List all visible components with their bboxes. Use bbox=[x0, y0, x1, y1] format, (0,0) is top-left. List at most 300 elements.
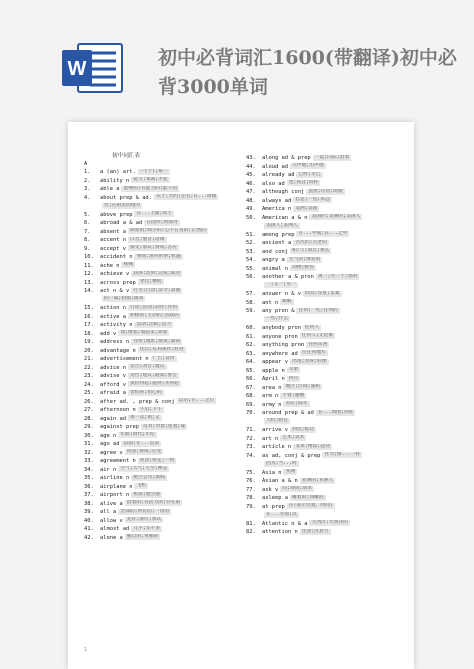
entry-number: 73. bbox=[246, 444, 256, 450]
entry-translation: 广告;宣传 bbox=[152, 355, 175, 361]
entry-number: 56. bbox=[246, 274, 256, 280]
entry-translation: 手臂;胳膊 bbox=[282, 392, 305, 398]
entry-word: April n bbox=[262, 376, 285, 382]
word-entry bbox=[246, 418, 408, 427]
entry-translation: 也;而且;同样 bbox=[288, 180, 319, 185]
entry-number: 25. bbox=[84, 390, 94, 396]
word-entry bbox=[84, 525, 246, 534]
entry-translation: 四月 bbox=[288, 375, 299, 381]
word-entry bbox=[84, 457, 246, 466]
entry-word: about prep & ad. bbox=[100, 194, 152, 201]
entry-number: 7. bbox=[84, 228, 91, 235]
entry-translation: 任何;一些;任何的 bbox=[298, 307, 338, 313]
entry-translation: 亚洲 bbox=[285, 469, 296, 474]
entry-translation: 一(个);每一 bbox=[139, 168, 168, 174]
entry-number: 8. bbox=[84, 237, 91, 243]
entry-translation: 再一;另一个;别的 bbox=[317, 273, 358, 279]
entry-word: army n bbox=[262, 401, 282, 408]
entry-number: 20. bbox=[84, 347, 94, 354]
word-entry bbox=[246, 188, 408, 197]
entry-word: always ad bbox=[262, 197, 292, 204]
entry-word: activity n bbox=[100, 322, 133, 328]
entry-number: 40. bbox=[84, 517, 94, 524]
entry-translation: 午后;下午 bbox=[139, 406, 162, 412]
entry-number: 35. bbox=[84, 475, 94, 481]
entry-translation: 因为;当...时 bbox=[266, 460, 297, 466]
entry-translation: 住址;地址;演说;演讲 bbox=[133, 338, 181, 344]
word-entry bbox=[246, 214, 408, 223]
entry-translation: 同意;协定;一致 bbox=[139, 457, 175, 463]
entry-translation: 独自的;单独的 bbox=[126, 534, 159, 539]
entry-translation: 能力;本领;才能 bbox=[133, 177, 168, 182]
entry-word: address n bbox=[100, 339, 130, 345]
entry-word: alive a bbox=[100, 500, 123, 507]
entry-translation: 在...周围;到处 bbox=[317, 409, 354, 415]
entry-word: anywhere ad bbox=[262, 350, 298, 357]
word-entry bbox=[84, 415, 246, 424]
entry-number: 21. bbox=[84, 356, 94, 362]
word-entry bbox=[84, 440, 246, 449]
entry-number: 44. bbox=[246, 163, 256, 170]
entry-word: able a bbox=[100, 186, 120, 192]
entry-word: almost ad bbox=[100, 526, 130, 532]
entry-number: 30. bbox=[84, 432, 94, 439]
entry-word: accent n bbox=[100, 237, 126, 243]
right-word-list bbox=[246, 154, 408, 537]
entry-word: as ad, conj & prep bbox=[262, 452, 321, 459]
word-entry bbox=[84, 202, 246, 211]
entry-translation: 和;与;而且;那么 bbox=[291, 248, 330, 253]
entry-word: among prep bbox=[262, 231, 295, 238]
entry-word: ability n bbox=[100, 177, 130, 184]
entry-number: 58. bbox=[246, 299, 256, 306]
entry-translation: 处;在附近的地方 bbox=[104, 202, 141, 208]
entry-number: 39. bbox=[84, 509, 94, 515]
entry-number: 60. bbox=[246, 325, 256, 331]
entry-number: 12. bbox=[84, 271, 94, 277]
entry-translation: 美国的;美洲的;美国人 bbox=[311, 214, 361, 219]
word-entry bbox=[84, 245, 246, 254]
entry-translation: 任何人 bbox=[304, 324, 320, 330]
word-entry bbox=[84, 355, 246, 364]
word-entry bbox=[246, 316, 408, 325]
entry-translation: 口音;重音;语调 bbox=[129, 236, 165, 242]
entry-translation: 在(表示位置、时间) bbox=[288, 503, 333, 508]
word-entry bbox=[246, 367, 408, 376]
entry-word: advertisement n bbox=[100, 356, 149, 362]
word-entry bbox=[84, 253, 246, 262]
entry-word: already ad bbox=[262, 172, 295, 178]
word-entry bbox=[246, 163, 408, 172]
entry-number: 52. bbox=[246, 240, 256, 246]
entry-number: 34. bbox=[84, 466, 94, 473]
entry-translation: 美洲;美国 bbox=[295, 205, 318, 211]
entry-translation: 接受;承认;赞成;答应 bbox=[129, 245, 178, 250]
entry-translation: 艺术;美术 bbox=[282, 435, 305, 440]
word-entry bbox=[84, 236, 246, 245]
word-entry bbox=[246, 256, 408, 265]
entry-word: American a & n bbox=[262, 214, 308, 221]
entry-translation: 地区;区域;面积 bbox=[285, 384, 321, 389]
entry-word: anyone pron bbox=[262, 333, 298, 340]
word-entry bbox=[84, 219, 246, 228]
word-entry bbox=[246, 486, 408, 495]
entry-translation: 一;又一;另一 bbox=[266, 282, 296, 287]
entry-word: afraid a bbox=[100, 390, 126, 396]
entry-translation: 以后;在...之后 bbox=[178, 398, 215, 403]
word-entry bbox=[246, 282, 408, 291]
entry-translation: 活动;活跃;活力 bbox=[136, 321, 172, 327]
entry-number: 72. bbox=[246, 435, 256, 442]
entry-word: age n bbox=[100, 432, 117, 439]
word-entry bbox=[246, 222, 408, 231]
entry-word: arrive v bbox=[262, 427, 288, 433]
word-entry bbox=[246, 358, 408, 367]
entry-translation: 军队;陆军 bbox=[285, 401, 308, 406]
word-entry bbox=[84, 372, 246, 381]
entry-translation: 任何东西 bbox=[308, 341, 328, 347]
entry-number: 48. bbox=[246, 197, 256, 204]
entry-word: although conj bbox=[262, 189, 305, 195]
entry-word: art n bbox=[262, 435, 279, 442]
word-entry bbox=[246, 511, 408, 520]
entry-translation: 再一次;再;又 bbox=[129, 415, 160, 420]
entry-number: 50. bbox=[246, 214, 256, 221]
entry-word: ask v bbox=[262, 486, 279, 493]
word-entry bbox=[84, 466, 246, 475]
entry-word: action n bbox=[100, 305, 126, 311]
entry-number: 79. bbox=[246, 503, 256, 510]
entry-translation: 文章;物品;冠词 bbox=[295, 443, 330, 449]
entry-word: advise v bbox=[100, 373, 126, 379]
entry-translation: 到达;抵达 bbox=[291, 426, 315, 432]
entry-word: at prep bbox=[262, 503, 285, 510]
word-entry bbox=[84, 517, 246, 526]
entry-word: angry a bbox=[262, 257, 285, 263]
word-entry bbox=[84, 168, 246, 177]
entry-translation: 注意;注意力 bbox=[301, 528, 329, 534]
document-page bbox=[68, 122, 414, 669]
entry-number: 13. bbox=[84, 279, 94, 286]
entry-number: 45. bbox=[246, 172, 256, 178]
word-entry bbox=[246, 392, 408, 401]
word-entry bbox=[84, 423, 246, 432]
entry-word: act n & v bbox=[100, 288, 130, 294]
entry-number: 65. bbox=[246, 367, 256, 374]
word-entry bbox=[246, 401, 408, 410]
word-entry bbox=[84, 534, 246, 543]
entry-word: ancient a bbox=[262, 240, 292, 246]
entry-word: anything pron bbox=[262, 342, 305, 348]
entry-word: along ad & prep bbox=[262, 155, 311, 161]
word-entry bbox=[84, 381, 246, 390]
entry-number: 10. bbox=[84, 254, 94, 260]
entry-word: aloud ad bbox=[262, 163, 288, 170]
entry-word: air n bbox=[100, 466, 117, 473]
entry-translation: 同意;赞成;应允 bbox=[126, 449, 162, 454]
entry-number: 31. bbox=[84, 441, 94, 447]
entry-translation: 空气;大气;天空;神态 bbox=[120, 466, 168, 471]
entry-number: 22. bbox=[84, 364, 94, 371]
page-number: 1 bbox=[84, 647, 88, 653]
entry-translation: 动物;野兽 bbox=[291, 265, 315, 270]
entry-translation: 美国人;美洲人 bbox=[266, 222, 298, 228]
entry-translation: 生气的;愤怒的 bbox=[288, 256, 321, 262]
entry-number: 37. bbox=[84, 492, 94, 498]
entry-word: Atlantic n & a bbox=[262, 520, 308, 527]
entry-number: 16. bbox=[84, 313, 94, 320]
word-entry bbox=[246, 290, 408, 299]
word-entry bbox=[246, 435, 408, 444]
word-entry bbox=[84, 500, 246, 509]
word-entry bbox=[84, 313, 246, 322]
entry-number: 82. bbox=[246, 529, 256, 535]
word-entry bbox=[246, 384, 408, 393]
vocab-heading: 初中词汇表 bbox=[112, 153, 140, 159]
entry-word: anybody pron bbox=[262, 325, 301, 331]
entry-number: 51. bbox=[246, 231, 256, 238]
word-entry bbox=[84, 347, 246, 356]
entry-number: 42. bbox=[84, 534, 94, 541]
entry-translation: 虽然;尽管;即使 bbox=[308, 188, 343, 194]
entry-translation: 反对;对着;逆着;靠 bbox=[142, 423, 186, 429]
entry-translation: 一些;什么 bbox=[266, 316, 289, 321]
entry-translation: 负担得起;提供;买得起 bbox=[129, 381, 179, 386]
section-letter: A bbox=[84, 161, 88, 167]
word-entry bbox=[246, 409, 408, 418]
word-entry bbox=[84, 449, 246, 458]
entry-word: another a & pron bbox=[262, 274, 314, 280]
word-entry bbox=[246, 299, 408, 308]
entry-translation: 睡着的;熟睡的 bbox=[291, 494, 324, 500]
entry-word: afternoon n bbox=[100, 407, 136, 413]
entry-translation: 优点;有利条件;好处 bbox=[139, 347, 184, 352]
entry-word: Asia n bbox=[262, 469, 282, 476]
entry-translation: 一起;向前;沿着 bbox=[314, 154, 350, 160]
word-entry bbox=[246, 205, 408, 214]
entry-translation: 在...方面;以 bbox=[266, 511, 297, 517]
entry-word: airplane n bbox=[100, 483, 133, 490]
entry-word: agree v bbox=[100, 449, 123, 456]
word-entry bbox=[84, 483, 246, 492]
word-entry bbox=[246, 180, 408, 189]
word-entry bbox=[246, 324, 408, 333]
entry-translation: 大西洋;大西洋的 bbox=[311, 520, 348, 525]
entry-word: and conj bbox=[262, 248, 288, 255]
entry-translation: 亚洲的;亚洲人 bbox=[301, 477, 334, 483]
entry-word: area n bbox=[262, 384, 282, 391]
entry-word: arm n bbox=[262, 393, 279, 399]
entry-translation: 能够的;有能力的;能干的 bbox=[123, 185, 178, 191]
entry-translation: 全部的;所有的;一切的 bbox=[120, 508, 170, 514]
entry-number: 28. bbox=[84, 415, 94, 422]
entry-word: against prep bbox=[100, 424, 139, 430]
word-entry bbox=[84, 177, 246, 186]
word-entry bbox=[84, 296, 246, 305]
entry-number: 68. bbox=[246, 393, 256, 399]
entry-word: active a bbox=[100, 313, 126, 320]
entry-word: agreement n bbox=[100, 458, 136, 464]
entry-word: airline n bbox=[100, 475, 130, 481]
entry-translation: 在...上面;高于 bbox=[136, 211, 173, 216]
entry-number: 33. bbox=[84, 458, 94, 464]
word-entry bbox=[246, 350, 408, 359]
entry-word: alone a bbox=[100, 534, 123, 541]
entry-number: 76. bbox=[246, 478, 256, 484]
word-entry bbox=[246, 469, 408, 478]
entry-number: 78. bbox=[246, 495, 256, 501]
entry-number: 62. bbox=[246, 342, 256, 348]
entry-word: again ad bbox=[100, 415, 126, 422]
entry-word: asleep a bbox=[262, 495, 288, 501]
word-entry bbox=[246, 231, 408, 240]
entry-translation: 穿过;横跨 bbox=[139, 279, 162, 284]
word-entry bbox=[84, 321, 246, 330]
entry-translation: 缺席的;缺少的;心不在焉的;茫然的 bbox=[129, 228, 206, 233]
entry-word: around prep & ad bbox=[262, 410, 314, 416]
entry-number: 77. bbox=[246, 486, 256, 493]
entry-number: 38. bbox=[84, 500, 94, 507]
word-entry bbox=[246, 494, 408, 503]
entry-translation: 以前;在...以前 bbox=[123, 440, 160, 446]
entry-number: 17. bbox=[84, 322, 94, 328]
entry-word: attention n bbox=[262, 529, 298, 535]
entry-word: airport n bbox=[100, 492, 130, 498]
entry-word: across prep bbox=[100, 279, 136, 286]
entry-number: 1. bbox=[84, 169, 91, 175]
right-column bbox=[246, 154, 408, 537]
left-column bbox=[84, 152, 246, 542]
entry-translation: 行为;行动;法令;表演 bbox=[133, 287, 181, 293]
word-entry bbox=[246, 154, 408, 163]
entry-translation: 机场;航空港 bbox=[133, 491, 161, 497]
entry-number: 46. bbox=[246, 180, 256, 187]
entry-number: 11. bbox=[84, 262, 94, 269]
entry-translation: 在...中间;在...之中 bbox=[298, 231, 348, 236]
entry-word: Asian a & n bbox=[262, 478, 298, 484]
word-entry bbox=[246, 528, 408, 537]
entry-translation: 加;增加;加起来;添加 bbox=[120, 330, 168, 335]
entry-number: 26. bbox=[84, 398, 94, 405]
entry-translation: 行动;活动;动作;作用 bbox=[129, 304, 178, 310]
entry-translation: 活着的;有活力的;存在的 bbox=[126, 500, 181, 505]
entry-word: answer n & v bbox=[262, 291, 301, 297]
entry-translation: 的一幕;扮演;演戏 bbox=[104, 296, 144, 301]
word-entry bbox=[84, 389, 246, 398]
entry-translation: 航空公司;航线 bbox=[133, 474, 165, 480]
entry-word: also ad bbox=[262, 180, 285, 187]
entry-word: accept v bbox=[100, 245, 126, 252]
word-entry bbox=[84, 491, 246, 500]
word-entry bbox=[246, 265, 408, 274]
entry-translation: 忠告;劝告;建议 bbox=[129, 364, 165, 369]
word-entry bbox=[84, 262, 246, 271]
entry-number: 47. bbox=[246, 189, 256, 195]
entry-translation: 关于;大约;左右;在...周围 bbox=[155, 194, 217, 199]
entry-translation: 大声地;出声地 bbox=[291, 163, 324, 168]
entry-translation: 飞机 bbox=[136, 483, 147, 488]
entry-number: 71. bbox=[246, 427, 256, 433]
word-entry bbox=[246, 443, 408, 452]
entry-word: accident n bbox=[100, 254, 133, 260]
entry-translation: 在任何地方 bbox=[301, 350, 326, 355]
entry-number: 69. bbox=[246, 401, 256, 408]
word-entry bbox=[84, 304, 246, 313]
entry-translation: 积极的;主动的;活跃的 bbox=[129, 313, 179, 318]
word-entry bbox=[84, 398, 246, 407]
entry-word: ago ad bbox=[100, 441, 120, 447]
entry-word: America n bbox=[262, 206, 292, 212]
entry-number: 53. bbox=[246, 248, 256, 255]
entry-word: abroad a & ad bbox=[100, 220, 143, 226]
word-entry bbox=[84, 406, 246, 415]
word-entry bbox=[246, 248, 408, 257]
entry-translation: 任何人;无论谁 bbox=[301, 333, 334, 338]
entry-number: 63. bbox=[246, 350, 256, 357]
entry-word: advice n bbox=[100, 364, 126, 371]
word-entry bbox=[246, 239, 408, 248]
entry-word: a (an) art. bbox=[100, 169, 136, 175]
entry-number: 32. bbox=[84, 449, 94, 456]
entry-translation: 年龄;时代;年纪 bbox=[120, 432, 155, 437]
entry-number: 74. bbox=[246, 452, 256, 459]
entry-translation: 允许;准许;承认 bbox=[126, 517, 162, 522]
entry-translation: 蚂蚁 bbox=[282, 299, 292, 304]
entry-number: 15. bbox=[84, 305, 94, 311]
entry-translation: 回答;答复;答案 bbox=[304, 290, 340, 296]
entry-number: 14. bbox=[84, 288, 94, 294]
entry-number: 36. bbox=[84, 483, 94, 490]
entry-number: 75. bbox=[246, 469, 256, 476]
entry-number: 55. bbox=[246, 265, 256, 272]
word-entry bbox=[246, 503, 408, 512]
entry-translation: 几乎;差不多 bbox=[133, 525, 161, 531]
entry-number: 23. bbox=[84, 373, 94, 379]
entry-word: advantage n bbox=[100, 347, 136, 354]
entry-word: ant n bbox=[262, 299, 279, 306]
entry-word: absent a bbox=[100, 228, 126, 235]
entry-number: 3. bbox=[84, 186, 91, 192]
word-entry bbox=[84, 474, 246, 483]
left-word-list bbox=[84, 168, 246, 542]
word-entry bbox=[84, 508, 246, 517]
word-entry bbox=[246, 375, 408, 384]
entry-number: 70. bbox=[246, 410, 256, 416]
entry-number: 41. bbox=[84, 526, 94, 532]
word-entry bbox=[246, 273, 408, 282]
entry-word: any pron & bbox=[262, 308, 295, 314]
word-entry bbox=[246, 452, 408, 461]
svg-text:W: W bbox=[67, 58, 87, 80]
word-entry bbox=[84, 270, 246, 279]
entry-word: apple n bbox=[262, 367, 285, 374]
word-entry bbox=[246, 197, 408, 206]
entry-number: 59. bbox=[246, 308, 256, 314]
entry-translation: 古代的;古老的 bbox=[295, 239, 327, 245]
entry-number: 27. bbox=[84, 407, 94, 413]
entry-number: 49. bbox=[246, 206, 256, 212]
word-entry bbox=[84, 194, 246, 203]
entry-translation: 大约;附近 bbox=[266, 418, 289, 423]
entry-number: 5. bbox=[84, 211, 91, 218]
entry-number: 18. bbox=[84, 330, 94, 337]
entry-word: appear v bbox=[262, 359, 288, 365]
word-entry bbox=[246, 460, 408, 469]
entry-translation: 在国外;到海外 bbox=[146, 219, 178, 225]
header bbox=[0, 0, 474, 120]
word-entry bbox=[246, 333, 408, 342]
word-entry bbox=[84, 185, 246, 194]
